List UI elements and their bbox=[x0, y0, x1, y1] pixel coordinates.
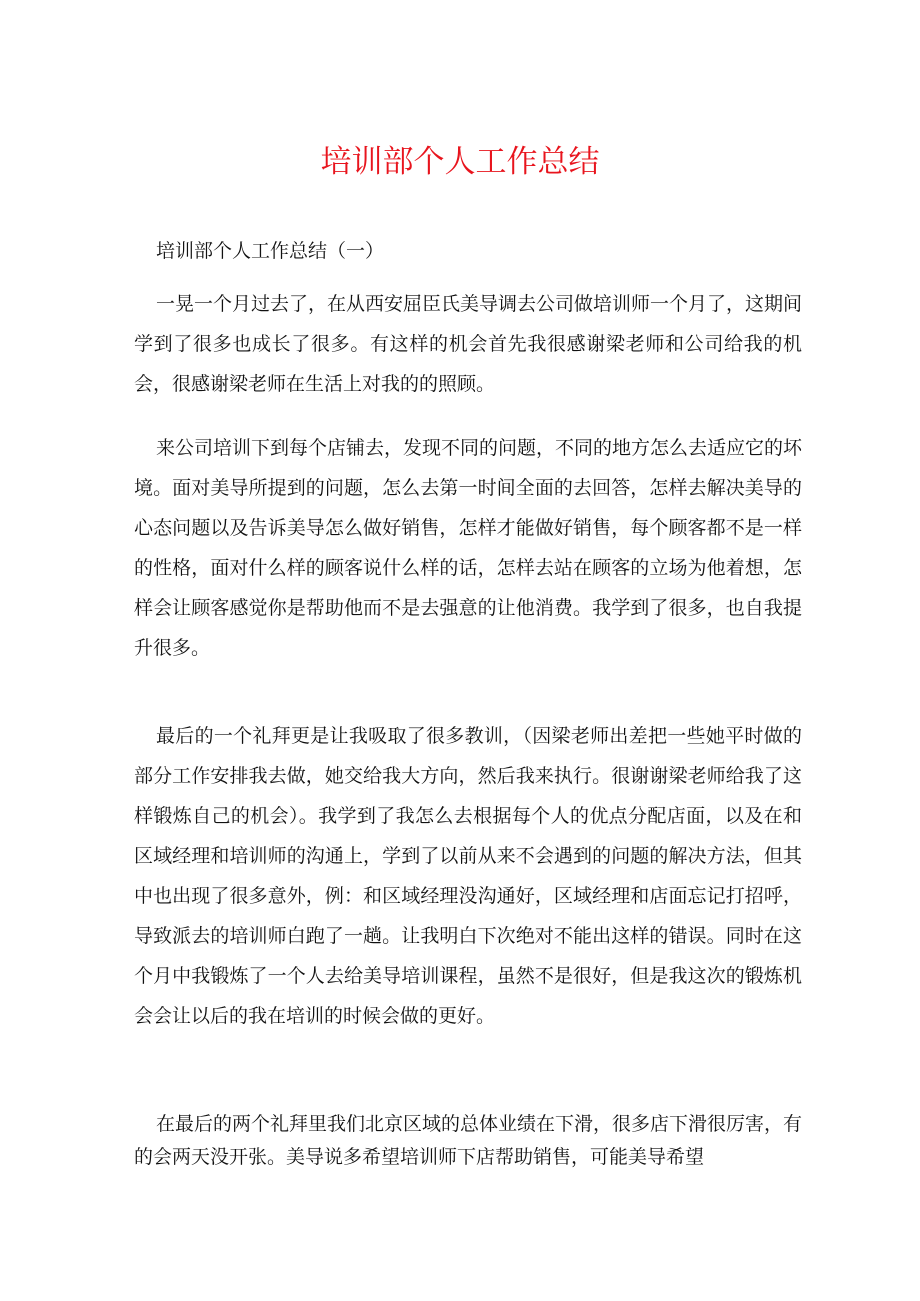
paragraph-1: 一晃一个月过去了，在从西安屈臣氏美导调去公司做培训师一个月了，这期间学到了很多也成长了很多。有这样的机会首先我很感谢梁老师和公司给我的机会，很感谢梁老师在生活上对我的的照顾。 bbox=[134, 293, 803, 395]
paragraph-2: 来公司培训下到每个店铺去，发现不同的问题，不同的地方怎么去适应它的坏境。面对美导所提到的问题，怎么去第一时间全面的去回答，怎样去解决美导的心态问题以及告诉美导怎么做好销售，怎样才能做好销售，每个顾客都不是一样的性格，面对什么样的顾客说什么样的话，怎样去站在顾客的立场为他着想，怎样会让顾客感觉你是帮助他而不是去强意的让他消费。我学到了很多，也自我提升很多。 bbox=[134, 437, 803, 659]
section-subheading: 培训部个人工作总结（一） bbox=[156, 240, 385, 262]
page-title: 培训部个人工作总结 bbox=[320, 144, 600, 180]
paragraph-4: 在最后的两个礼拜里我们北京区域的总体业绩在下滑，很多店下滑很厉害，有的会两天没开张。美导说多希望培训师下店帮助销售，可能美导希望 bbox=[134, 1113, 803, 1168]
paragraph-3: 最后的一个礼拜更是让我吸取了很多教训，（因梁老师出差把一些她平时做的部分工作安排我去做，她交给我大方向，然后我来执行。很谢谢梁老师给我了这样锻炼自己的机会）。我学到了我怎么去根据每个人的优点分配店面，以及在和区域经理和培训师的沟通上，学到了以前从来不会遇到的问题的解决方法，但其中也出现了很多意外，例：和区域经理没沟通好，区域经理和店面忘记打招呼，导致派去的培训师白跑了一趟。让我明白下次绝对不能出这样的错误。同时在这个月中我锻炼了一个人去给美导培训课程，虽然不是很好，但是我这次的锻炼机会会让以后的我在培训的时候会做的更好。 bbox=[134, 725, 802, 1027]
